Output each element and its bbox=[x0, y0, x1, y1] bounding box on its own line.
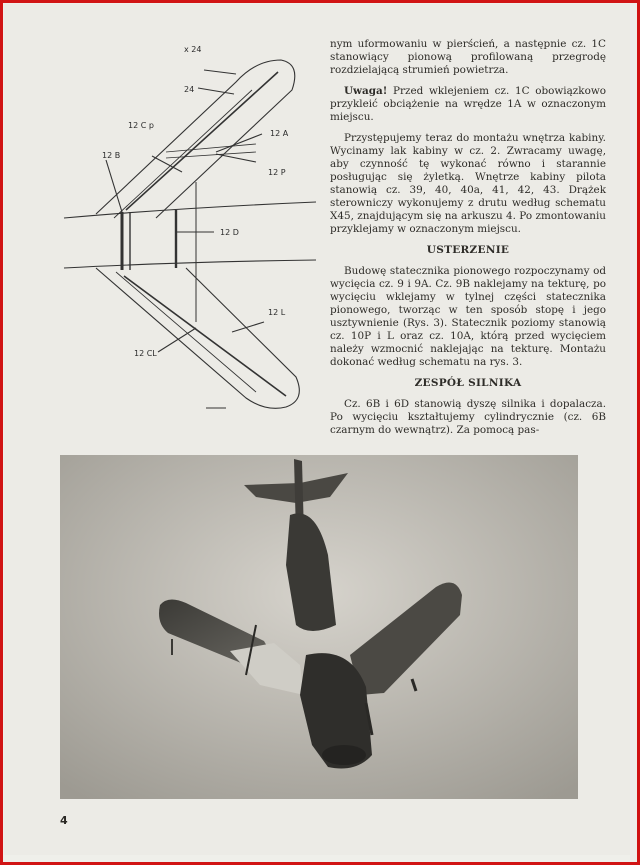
text-column bbox=[330, 38, 606, 445]
label-12l: 12 L bbox=[268, 308, 286, 317]
paragraph-4: Budowę statecznika pionowego rozpoczynamy od wycięcia cz. 9 i 9A. Cz. 9B naklejamy na tekturę, po wycięciu wklejamy w tylnej części statecznika pionowego, tworząc w ten sposób stopę i jego usztywnienie (Rys. 3). Statecznik poziomy stanowią cz. 10P i L oraz cz. 10A, którą przed wycięciem należy wzmocnić naklejając na tekturę. Montażu dokonać według schematu na rys. 3. bbox=[330, 265, 606, 368]
paragraph-1: nym uformowaniu w pierścień, a następnie cz. 1C stanowiący pionową profilowaną przegrodę rozdzielającą strumień powietrza. bbox=[330, 38, 606, 76]
aircraft-photo-svg bbox=[60, 455, 578, 799]
label-12p: 12 P bbox=[268, 168, 286, 177]
paragraph-3: Przystępujemy teraz do montażu wnętrza kabiny. Wycinamy lak kabiny w cz. 2. Zwracamy uwagę, aby czynność tę wykonać równo i starannie posługując się żyletką. Wnętrze kabiny pilota stanowią cz. 39, 40, 40a, 41, 42, 43. Drążek sterowniczy wykonujemy z drutu według schematu X45, znajdującym się na arkuszu 4. Po zmontowaniu przyklejamy w oznaczonym miejscu. bbox=[330, 132, 606, 235]
warning-lead: Uwaga! bbox=[344, 85, 388, 97]
heading-usterzenie: USTERZENIE bbox=[426, 244, 510, 256]
label-12b: 12 B bbox=[102, 151, 121, 160]
label-x24: x 24 bbox=[184, 45, 202, 54]
paragraph-2 bbox=[330, 85, 606, 124]
heading-zespol-silnika: ZESPÓŁ SILNIKA bbox=[414, 377, 522, 389]
wing-diagram bbox=[56, 32, 324, 422]
label-12d: 12 D bbox=[220, 228, 239, 237]
paragraph-5: Cz. 6B i 6D stanowią dyszę silnika i dopalacza. Po wycięciu kształtujemy cylindrycznie (cz. 6B czarnym do wewnątrz). Za pomocą pas- bbox=[330, 398, 606, 436]
warning-text: Przed wklejeniem cz. 1C obowiązkowo przykleić obciążenie na wrędze 1A w oznaczonym miejscu. bbox=[330, 85, 606, 123]
wing-diagram-svg bbox=[56, 32, 324, 422]
label-12a: 12 A bbox=[270, 129, 289, 138]
model-aircraft-photo bbox=[60, 455, 578, 799]
label-24: 24 bbox=[184, 85, 195, 94]
page-number: 4 bbox=[60, 814, 68, 827]
label-12cl: 12 CL bbox=[134, 349, 157, 358]
label-12cp: 12 C p bbox=[128, 121, 154, 130]
